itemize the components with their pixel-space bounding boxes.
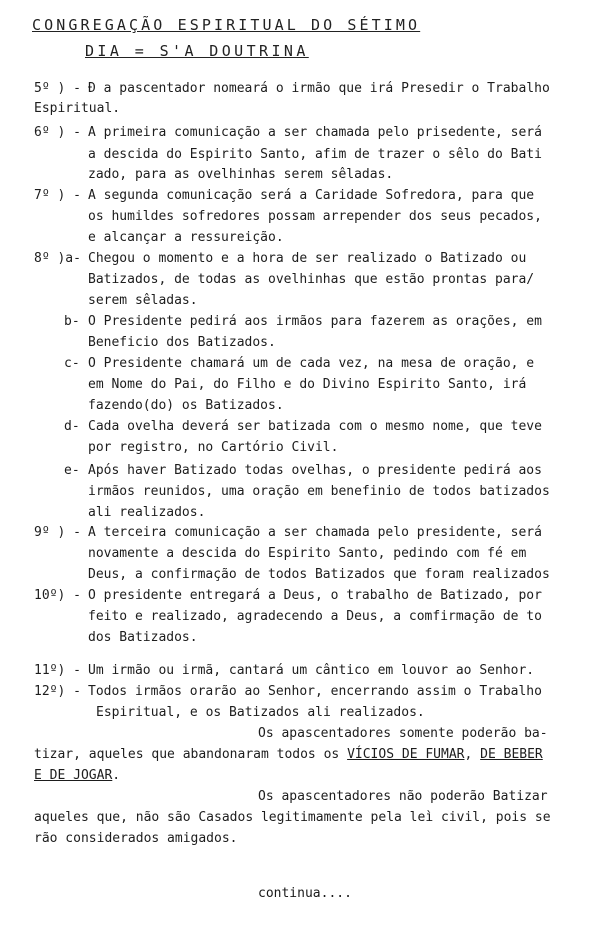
item-marker: 5º ) - <box>34 81 81 96</box>
item-line: Todos irmãos orarão ao Senhor, encerrando assim o Trabalho <box>88 684 542 699</box>
item-line: Deus, a confirmação de todos Batizados que foram realizados <box>88 567 550 582</box>
item-line: por registro, no Cartório Civil. <box>88 440 339 455</box>
item-marker: 8º )a- <box>34 251 81 266</box>
document-subtitle: DIA = S'A DOUTRINA <box>85 42 309 60</box>
item-line: A terceira comunicação a ser chamada pelo presidente, será <box>88 525 542 540</box>
item-line: Espiritual, e os Batizados ali realizados. <box>96 705 425 720</box>
underlined-phrase: DE BEBER <box>480 747 543 762</box>
paragraph-line: tizar, aqueles que abandonaram todos os VÍCIOS DE FUMAR, DE BEBER <box>34 747 543 762</box>
item-line: zado, para as ovelhinhas serem sêladas. <box>88 167 394 182</box>
item-line: O presidente entregará a Deus, o trabalho de Batizado, por <box>88 588 542 603</box>
item-line: os humildes sofredores possam arrepender dos seus pecados, <box>88 209 542 224</box>
item-line: A primeira comunicação a ser chamada pelo prisedente, será <box>88 125 542 140</box>
item-line: A segunda comunicação será a Caridade Sofredora, para que <box>88 188 535 203</box>
item-line: e alcançar a ressureição. <box>88 230 284 245</box>
item-marker: 11º) - <box>34 663 81 678</box>
item-line: fazendo(do) os Batizados. <box>88 398 284 413</box>
item-line: em Nome do Pai, do Filho e do Divino Espirito Santo, irá <box>88 377 527 392</box>
underlined-phrase: E DE JOGAR <box>34 768 113 783</box>
item-line: serem sêladas. <box>88 293 198 308</box>
item-line: Espiritual. <box>34 101 121 116</box>
item-marker: 9º ) - <box>34 525 81 540</box>
item-line: ali realizados. <box>88 505 206 520</box>
item-line: Cada ovelha deverá ser batizada com o mesmo nome, que teve <box>88 419 542 434</box>
item-marker: 12º) - <box>34 684 81 699</box>
item-line: Batizados, de todas as ovelhinhas que estão prontas para/ <box>88 272 535 287</box>
item-marker: e- <box>64 463 80 478</box>
item-line: Beneficio dos Batizados. <box>88 335 276 350</box>
item-line: dos Batizados. <box>88 630 198 645</box>
continua-label: continua.... <box>258 886 352 901</box>
item-marker: 7º ) - <box>34 188 81 203</box>
item-line: Ð a pascentador nomeará o irmão que irá Presedir o Trabalho <box>88 81 550 96</box>
item-line: O Presidente pedirá aos irmãos para fazerem as orações, em <box>88 314 542 329</box>
paragraph-line: aqueles que, não são Casados legitimamente pela leì civil, pois se <box>34 810 551 825</box>
item-line: O Presidente chamará um de cada vez, na mesa de oração, e <box>88 356 535 371</box>
underlined-phrase: VÍCIOS DE FUMAR <box>347 747 465 762</box>
item-line: novamente a descida do Espirito Santo, pedindo com fé em <box>88 546 527 561</box>
document-title: CONGREGAÇÃO ESPIRITUAL DO SÉTIMO <box>32 16 421 34</box>
item-line: Chegou o momento e a hora de ser realizado o Batizado ou <box>88 251 527 266</box>
item-line: Um irmão ou irmã, cantará um cântico em louvor ao Senhor. <box>88 663 535 678</box>
paragraph-line: rão considerados amigados. <box>34 831 238 846</box>
item-line: Após haver Batizado todas ovelhas, o presidente pedirá aos <box>88 463 542 478</box>
item-marker: b- <box>64 314 80 329</box>
item-marker: 10º) - <box>34 588 81 603</box>
paragraph-line: E DE JOGAR. <box>34 768 121 783</box>
item-marker: d- <box>64 419 80 434</box>
item-marker: c- <box>64 356 80 371</box>
paragraph-line: Os apascentadores não poderão Batizar <box>258 789 548 804</box>
item-line: a descida do Espirito Santo, afim de trazer o sêlo do Bati <box>88 147 542 162</box>
item-marker: 6º ) - <box>34 125 81 140</box>
item-line: irmãos reunidos, uma oração em benefinio de todos batizados <box>88 484 550 499</box>
paragraph-line: Os apascentadores somente poderão ba- <box>258 726 548 741</box>
item-line: feito e realizado, agradecendo a Deus, a comfirmação de to <box>88 609 542 624</box>
